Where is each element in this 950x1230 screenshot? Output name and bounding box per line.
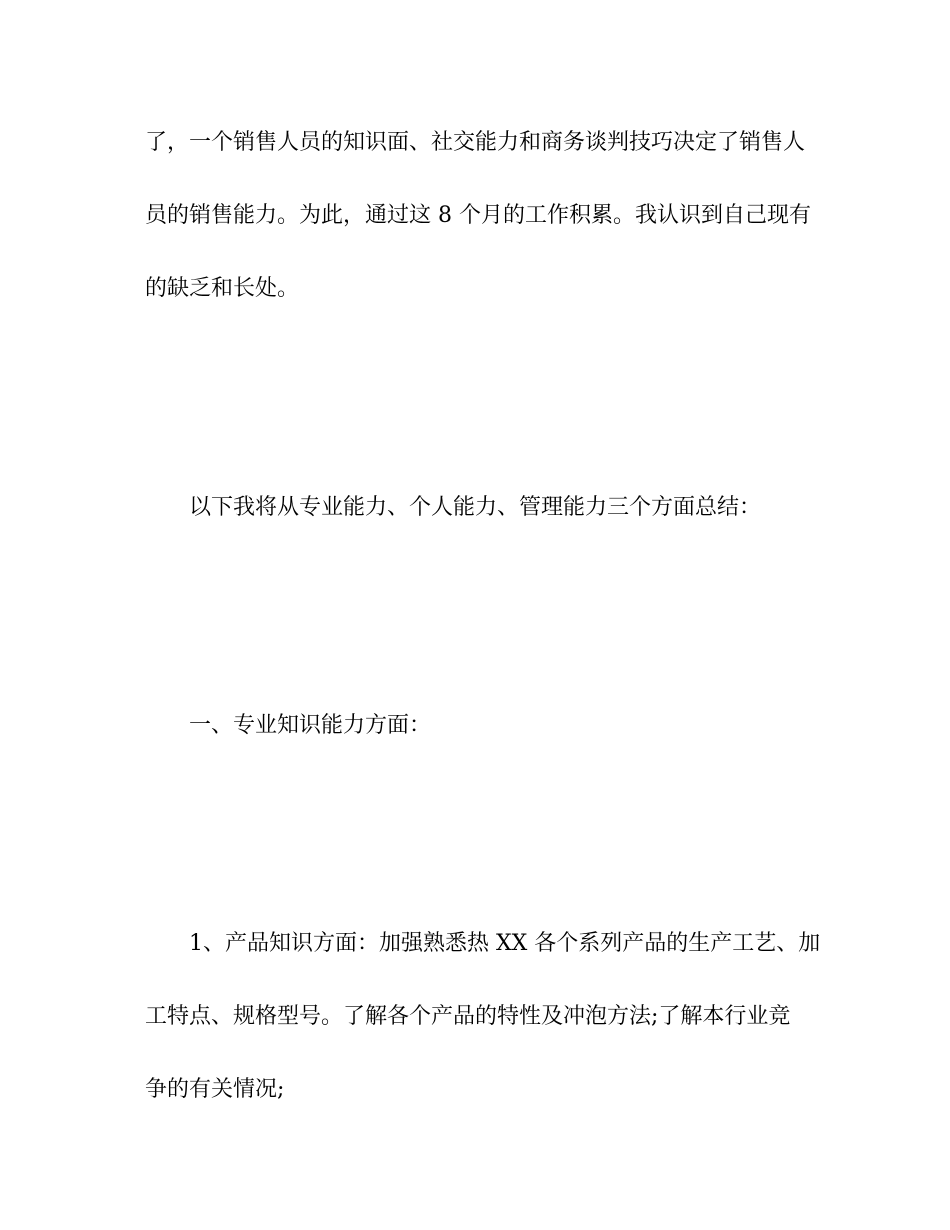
paragraph-4-line-1: 1、产品知识方面：加强熟悉热 XX 各个系列产品的生产工艺、加: [189, 931, 821, 956]
paragraph-1-line-3: 的缺乏和长处。: [145, 276, 300, 301]
section-heading-professional-knowledge: 一、专业知识能力方面：: [189, 713, 432, 738]
paragraph-1-line-2: 员的销售能力。为此，通过这 8 个月的工作积累。我认识到自己现有: [145, 203, 811, 228]
paragraph-2-line-1: 以下我将从专业能力、个人能力、管理能力三个方面总结：: [189, 495, 762, 520]
paragraph-4-line-2: 工特点、规格型号。了解各个产品的特性及冲泡方法;了解本行业竞: [145, 1004, 791, 1029]
paragraph-1-line-1: 了，一个销售人员的知识面、社交能力和商务谈判技巧决定了销售人: [145, 130, 806, 155]
paragraph-4-line-3: 争的有关情况;: [145, 1077, 285, 1102]
